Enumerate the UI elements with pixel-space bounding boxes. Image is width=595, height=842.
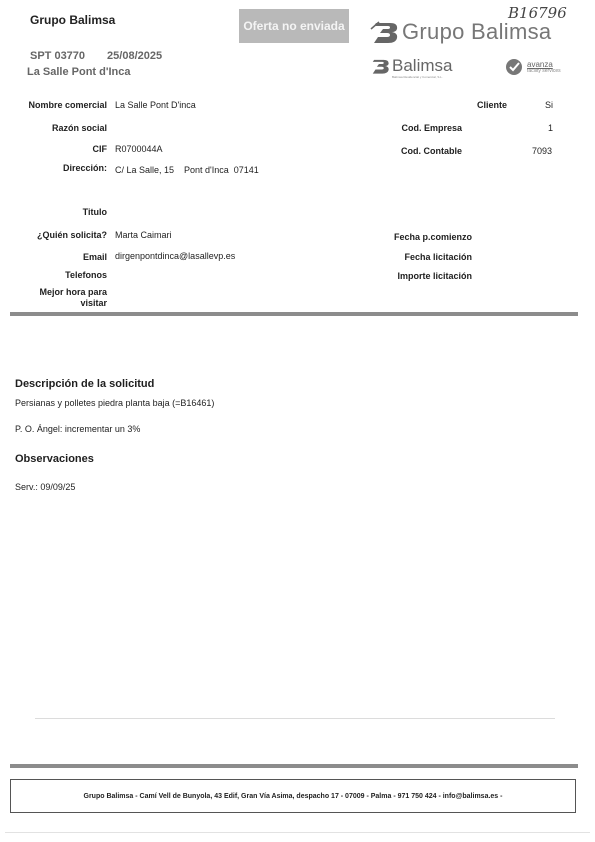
value-quien-solicita: Marta Caimari: [115, 230, 172, 240]
label-cif: CIF: [92, 144, 107, 154]
label-importe-licitacion: Importe licitación: [397, 271, 472, 281]
label-cliente: Cliente: [477, 100, 508, 110]
status-badge: Oferta no enviada: [239, 9, 349, 43]
logo-balimsa: [370, 56, 453, 79]
faint-line-bottom: [5, 832, 590, 833]
footer-text: Grupo Balimsa - Camí Vell de Bunyola, 43 Edif, Gran Vía Asima, despacho 17 - 07009 - Palma - 971 750 424 - info@balimsa.es -: [83, 792, 503, 800]
faint-line-top: [35, 718, 555, 719]
client-title: La Salle Pont d'Inca: [27, 66, 131, 78]
value-cif: R0700044A: [115, 144, 163, 154]
label-mejor-hora-2: visitar: [80, 298, 107, 308]
reference-line: [30, 50, 162, 62]
company-name: Grupo Balimsa: [30, 13, 116, 27]
observaciones-title: Observaciones: [15, 453, 94, 465]
label-telefonos: Telefonos: [65, 270, 107, 280]
reference-code: SPT 03770: [30, 50, 86, 62]
avanza-line2: facility services: [527, 67, 561, 74]
descripcion-line2: P. O. Ángel: incrementar un 3%: [15, 424, 141, 434]
label-titulo: Titulo: [82, 207, 107, 217]
value-direccion: C/ La Salle, 15 Pont d'Inca 07141: [115, 165, 259, 175]
value-cod-contable: 7093: [532, 146, 553, 156]
label-nombre-comercial: Nombre comercial: [28, 100, 107, 110]
logo-main-text: Grupo Balimsa: [402, 19, 552, 44]
label-razon-social: Razón social: [51, 123, 107, 133]
label-cod-empresa: Cod. Empresa: [401, 123, 462, 133]
footer-box: [10, 779, 576, 813]
label-quien-solicita: ¿Quién solicita?: [36, 230, 107, 240]
label-cod-contable: Cod. Contable: [401, 146, 462, 156]
label-email: Email: [82, 252, 107, 262]
balimsa-logo-icon: [370, 19, 402, 45]
value-email: dirgenpontdinca@lasallevp.es: [115, 251, 236, 261]
header-divider: [10, 312, 578, 316]
balimsa-small-logo-icon: [370, 57, 392, 75]
value-cliente: Si: [545, 100, 554, 110]
avanza-line1: avanza: [527, 59, 553, 69]
value-cod-empresa: 1: [548, 123, 554, 133]
descripcion-title: Descripción de la solicitud: [15, 378, 155, 390]
logo-sub-tagline: Balimsa Residencial y Comercial, S.L.: [392, 75, 443, 79]
label-fecha-licitacion: Fecha licitación: [404, 252, 472, 262]
label-fecha-comienzo: Fecha p.comienzo: [393, 232, 472, 242]
descripcion-line1: Persianas y polletes piedra planta baja (=B16461): [15, 398, 215, 408]
logo-grupo-balimsa: [370, 19, 551, 45]
observaciones-text: Serv.: 09/09/25: [15, 482, 76, 492]
logo-sub-text: Balimsa: [392, 56, 453, 75]
label-direccion: Dirección:: [62, 163, 107, 173]
logo-avanza: [505, 58, 561, 76]
reference-date: 25/08/2025: [107, 50, 163, 62]
handwritten-note: B16796: [508, 4, 567, 22]
value-nombre-comercial: La Salle Pont D'inca: [115, 100, 196, 110]
avanza-check-icon: [505, 58, 523, 76]
label-mejor-hora-1: Mejor hora para: [39, 287, 107, 297]
footer-divider: [10, 764, 578, 768]
